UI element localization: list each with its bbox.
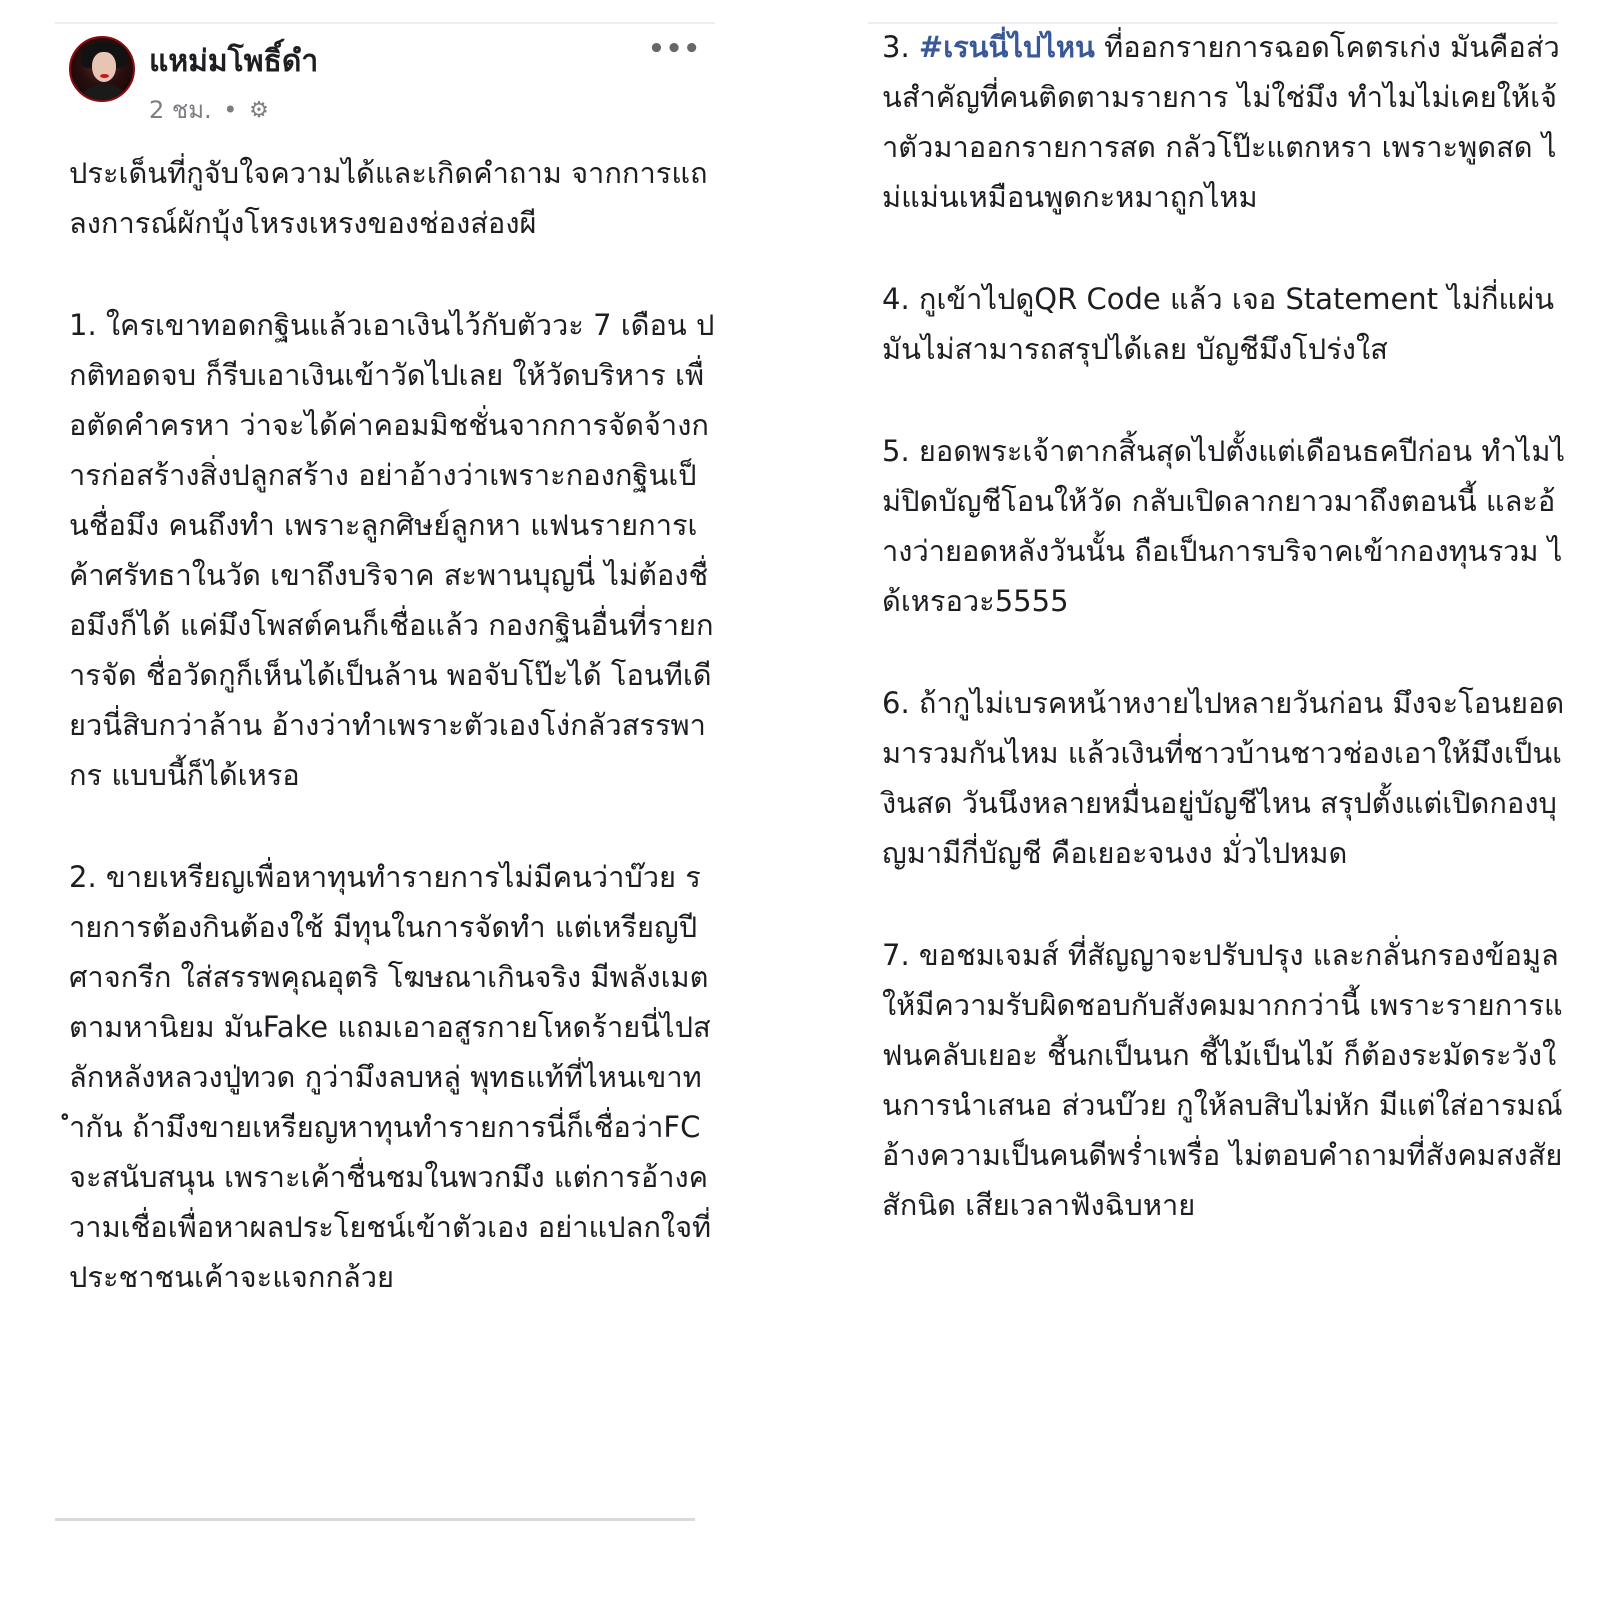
avatar-lips [100, 74, 109, 78]
post-panel-right [868, 0, 1568, 1600]
post-meta [149, 90, 269, 129]
avatar[interactable] [69, 36, 135, 102]
post-point-5: 5. ยอดพระเจ้าตากสิ้นสุดไปตั้งแต่เดือนธคปีก่อน ทำไมไม่ปิดบัญชีโอนให้วัด กลับเปิดลากยาวมาถึงตอนนี้ และอ้างว่ายอดหลังวันนั้น ถือเป็นการบริจาคเข้ากองทุนรวม ได้เหรอวะ5555 [882, 434, 1566, 618]
post-panel-left [55, 0, 715, 1600]
avatar-body [83, 84, 125, 102]
post-point-4: 4. กูเข้าไปดูQR Code แล้ว เจอ Statement ไม่กี่แผ่น มันไม่สามารถสรุปได้เลย บัญชีมึงโปร่งใส [882, 282, 1555, 366]
post-point-3 [882, 22, 1568, 222]
post-body-left [69, 148, 715, 1354]
more-options-icon[interactable]: ••• [648, 34, 701, 64]
panel-divider-top [55, 22, 715, 24]
meta-separator: • [223, 96, 238, 124]
post-point-7: 7. ขอชมเจมส์ ที่สัญญาจะปรับปรุง และกลั่นกรองข้อมูล ให้มีความรับผิดชอบกับสังคมมากกว่านี้ เพราะรายการแฟนคลับเยอะ ชี้นกเป็นนก ชี้ไม้เป็นไม้ ก็ต้องระมัดระวังในการนำเสนอ ส่วนบ๊วย กูให้ลบสิบไม่หัก มีแต่ใส่อารมณ์อ้างความเป็นคนดีพร่ำเพรื่อ ไม่ตอบคำถามที่สังคมสงสัยสักนิด เสียเวลาฟังฉิบหาย [882, 938, 1563, 1222]
point-3-prefix: 3. [882, 30, 919, 64]
panel-divider-bottom [55, 1518, 695, 1521]
post-body-right [882, 22, 1568, 1282]
post-point-2: 2. ขายเหรียญเพื่อหาทุนทำรายการไม่มีคนว่าบ๊วย รายการต้องกินต้องใช้ มีทุนในการจัดทำ แต่เหรียญปีศาจกรีก ใส่สรรพคุณอุตริ โฆษณาเกินจริง มีพลังเมตตามหานิยม มันFake แถมเอาอสูรกายโหดร้ายนี่ไปสลักหลังหลวงปู่ทวด กูว่ามึงลบหลู่ พุทธแท้ที่ไหนเขาทำกัน ถ้ามึงขายเหรียญหาทุนทำรายการนี่ก็เชื่อว่าFCจะสนับสนุน เพราะเค้าชื่นชมในพวกมึง แต่การอ้างความเชื่อเพื่อหาผลประโยชน์เข้าตัวเอง อย่าแปลกใจที่ประชาชนเค้าจะแจกกล้วย [69, 860, 712, 1294]
post-header [69, 32, 715, 132]
post-intro: ประเด็นที่กูจับใจความได้และเกิดคำถาม จากการแถลงการณ์ผักบุ้งโหรงเหรงของช่องส่องผี [69, 156, 708, 240]
post-timestamp[interactable]: 2 ชม. [149, 96, 212, 124]
gear-icon[interactable]: ⚙ [249, 98, 269, 123]
post-point-6: 6. ถ้ากูไม่เบรคหน้าหงายไปหลายวันก่อน มึงจะโอนยอดมารวมกันไหม แล้วเงินที่ชาวบ้านชาวช่องเอาให้มึงเป็นเงินสด วันนึงหลายหมื่นอยู่บัญชีไหน สรุปตั้งแต่เปิดกองบุญมามีกี่บัญชี คือเยอะจนงง มั่วไปหมด [882, 686, 1565, 870]
hashtag-link[interactable]: #เรนนี่ไปไหน [918, 30, 1095, 64]
point-3-text: ที่ออกรายการฉอดโคตรเก่ง มันคือส่วนสำคัญที่คนติดตามรายการ ไม่ใช่มึง ทำไมไม่เคยให้เจ้าตัวมาออกรายการสด กลัวโป๊ะแตกหรา เพราะพูดสด ไม่แม่นเหมือนพูดกะหมาถูกไหม [882, 30, 1560, 214]
post-point-1: 1. ใครเขาทอดกฐินแล้วเอาเงินไว้กับตัววะ 7 เดือน ปกติทอดจบ ก็รีบเอาเงินเข้าวัดไปเลย ให้วัดบริหาร เพื่อตัดคำครหา ว่าจะได้ค่าคอมมิชชั่นจากการจัดจ้างการก่อสร้างสิ่งปลูกสร้าง อย่าอ้างว่าเพราะกองกฐินเป็นชื่อมึง คนถึงทำ เพราะลูกศิษย์ลูกหา แฟนรายการเค้าศรัทธาในวัด เขาถึงบริจาค สะพานบุญนี่ ไม่ต้องชื่อมึงก็ได้ แค่มึงโพสต์คนก็เชื่อแล้ว กองกฐินอื่นที่รายการจัด ชื่อวัดกูก็เห็นได้เป็นล้าน พอจับโป๊ะได้ โอนทีเดียวนี่สิบกว่าล้าน อ้างว่าทำเพราะตัวเองโง่กลัวสรรพากร แบบนี้ก็ได้เหรอ [69, 308, 715, 792]
author-name[interactable]: แหม่มโพธิ์ดำ [149, 44, 319, 79]
